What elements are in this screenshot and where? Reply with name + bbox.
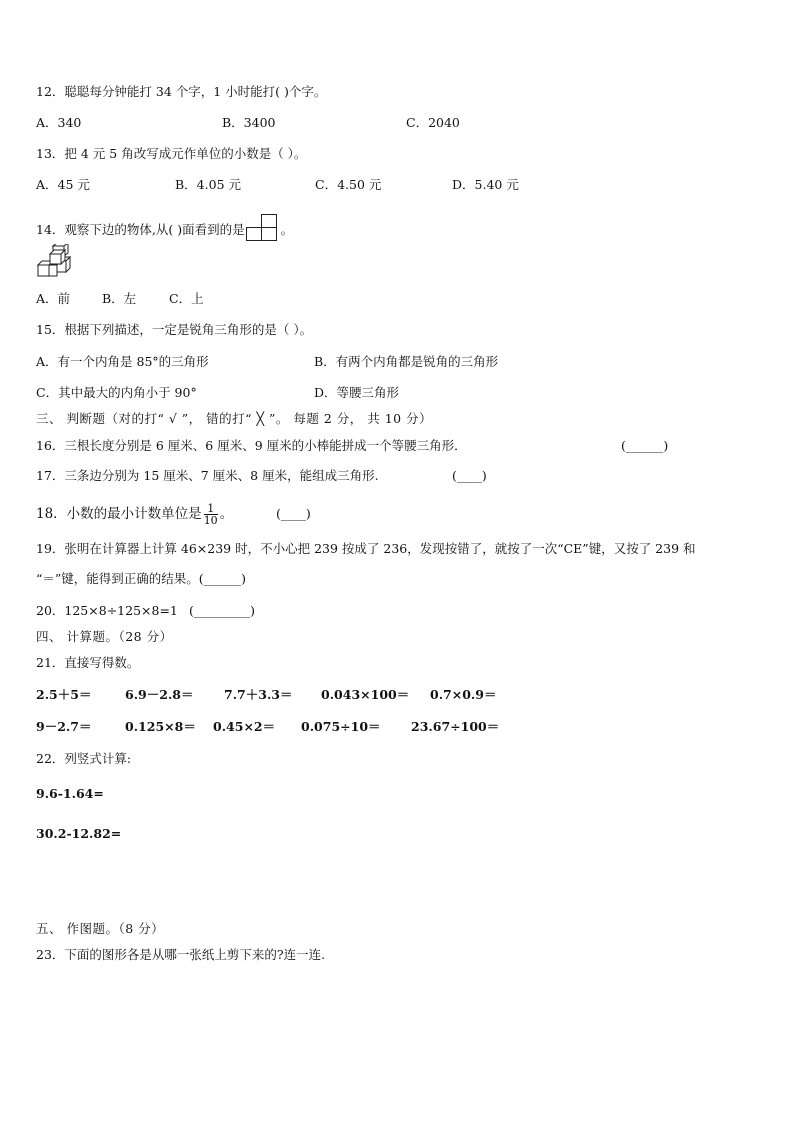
question-20-text: 20．125×8÷125×8=1 [36,603,178,618]
calc-item: 0.125×8＝ [125,719,196,734]
section-3-heading: 三、 判断题（对的打“ √ ”， 错的打“ ╳ ”。 每题 2 分， 共 10 分） [36,411,433,426]
question-18-text [36,499,233,529]
question-13-text: 13．把 4 元 5 角改写成元作单位的小数是（ ）。 [36,146,307,161]
vertical-calc-item: 9.6-1.64= [36,786,104,801]
top-view-figure [246,213,280,243]
question-15-text: 15．根据下列描述，一定是锐角三角形的是（ ）。 [36,322,313,337]
calc-item: 23.67÷100＝ [411,719,500,734]
question-18-answer-blank: (____) [276,506,311,521]
fraction-numerator: 1 [204,503,218,515]
question-13-option-d: D．5.40 元 [452,177,519,192]
section-5-heading: 五、 作图题。（8 分） [36,921,165,936]
question-13-option-b: B．4.05 元 [175,177,241,192]
calc-item: 0.075÷10＝ [301,719,381,734]
question-15-option-c: C．其中最大的内角小于 90° [36,385,197,400]
question-13-option-a: A．45 元 [36,177,90,192]
question-12-option-c: C．2040 [406,115,460,130]
question-23-text: 23．下面的图形各是从哪一张纸上剪下来的?连一连. [36,947,326,962]
question-20-answer-blank: (_________) [189,603,256,618]
question-14-text-before: 14．观察下边的物体,从( )面看到的是 [36,222,245,237]
question-12-text: 12．聪聪每分钟能打 34 个字，1 小时能打( )个字。 [36,84,327,99]
question-18-text-before: 18．小数的最小计数单位是 [36,506,202,522]
question-15-option-d: D．等腰三角形 [314,385,400,400]
question-14-option-a: A．前 [36,291,71,306]
question-15-option-b: B．有两个内角都是锐角的三角形 [314,354,499,369]
question-12-option-b: B．3400 [222,115,276,130]
question-13-option-c: C．4.50 元 [315,177,382,192]
question-22-title: 22．列竖式计算: [36,751,132,766]
calc-item: 2.5＋5＝ [36,687,92,702]
question-12-option-a: A．340 [36,115,82,130]
question-14-option-c: C．上 [169,291,204,306]
cube-stack-figure [36,244,72,280]
question-14-text [36,213,293,243]
calc-item: 6.9－2.8＝ [125,687,194,702]
question-17-answer-blank: (____) [452,468,487,483]
question-14-option-b: B．左 [102,291,137,306]
question-15-option-a: A．有一个内角是 85°的三角形 [36,354,209,369]
calc-item: 7.7＋3.3＝ [224,687,293,702]
calc-item: 0.043×100＝ [321,687,410,702]
vertical-calc-item: 30.2-12.82= [36,826,122,841]
question-16-answer-blank: (______) [621,438,669,453]
question-19-line-2: “＝”键，能得到正确的结果。(______) [36,571,247,586]
calc-item: 0.7×0.9＝ [430,687,497,702]
question-16-text: 16．三根长度分别是 6 厘米、6 厘米、9 厘米的小棒能拼成一个等腰三角形． [36,438,467,453]
fraction-one-tenth [204,503,218,526]
question-14-text-after: 。 [280,222,294,237]
question-19-line-1: 19．张明在计算器上计算 46×239 时，不小心把 239 按成了 236，发现按错了，就按了一次“CE”键，又按了 239 和 [36,541,696,556]
question-18-text-after: 。 [219,506,234,522]
question-21-title: 21．直接写得数。 [36,655,140,670]
section-4-heading: 四、 计算题。（28 分） [36,629,173,644]
calc-item: 0.45×2＝ [213,719,276,734]
fraction-denominator: 10 [203,514,218,527]
calc-item: 9－2.7＝ [36,719,92,734]
question-17-text: 17．三条边分别为 15 厘米、7 厘米、8 厘米，能组成三角形. [36,468,379,483]
